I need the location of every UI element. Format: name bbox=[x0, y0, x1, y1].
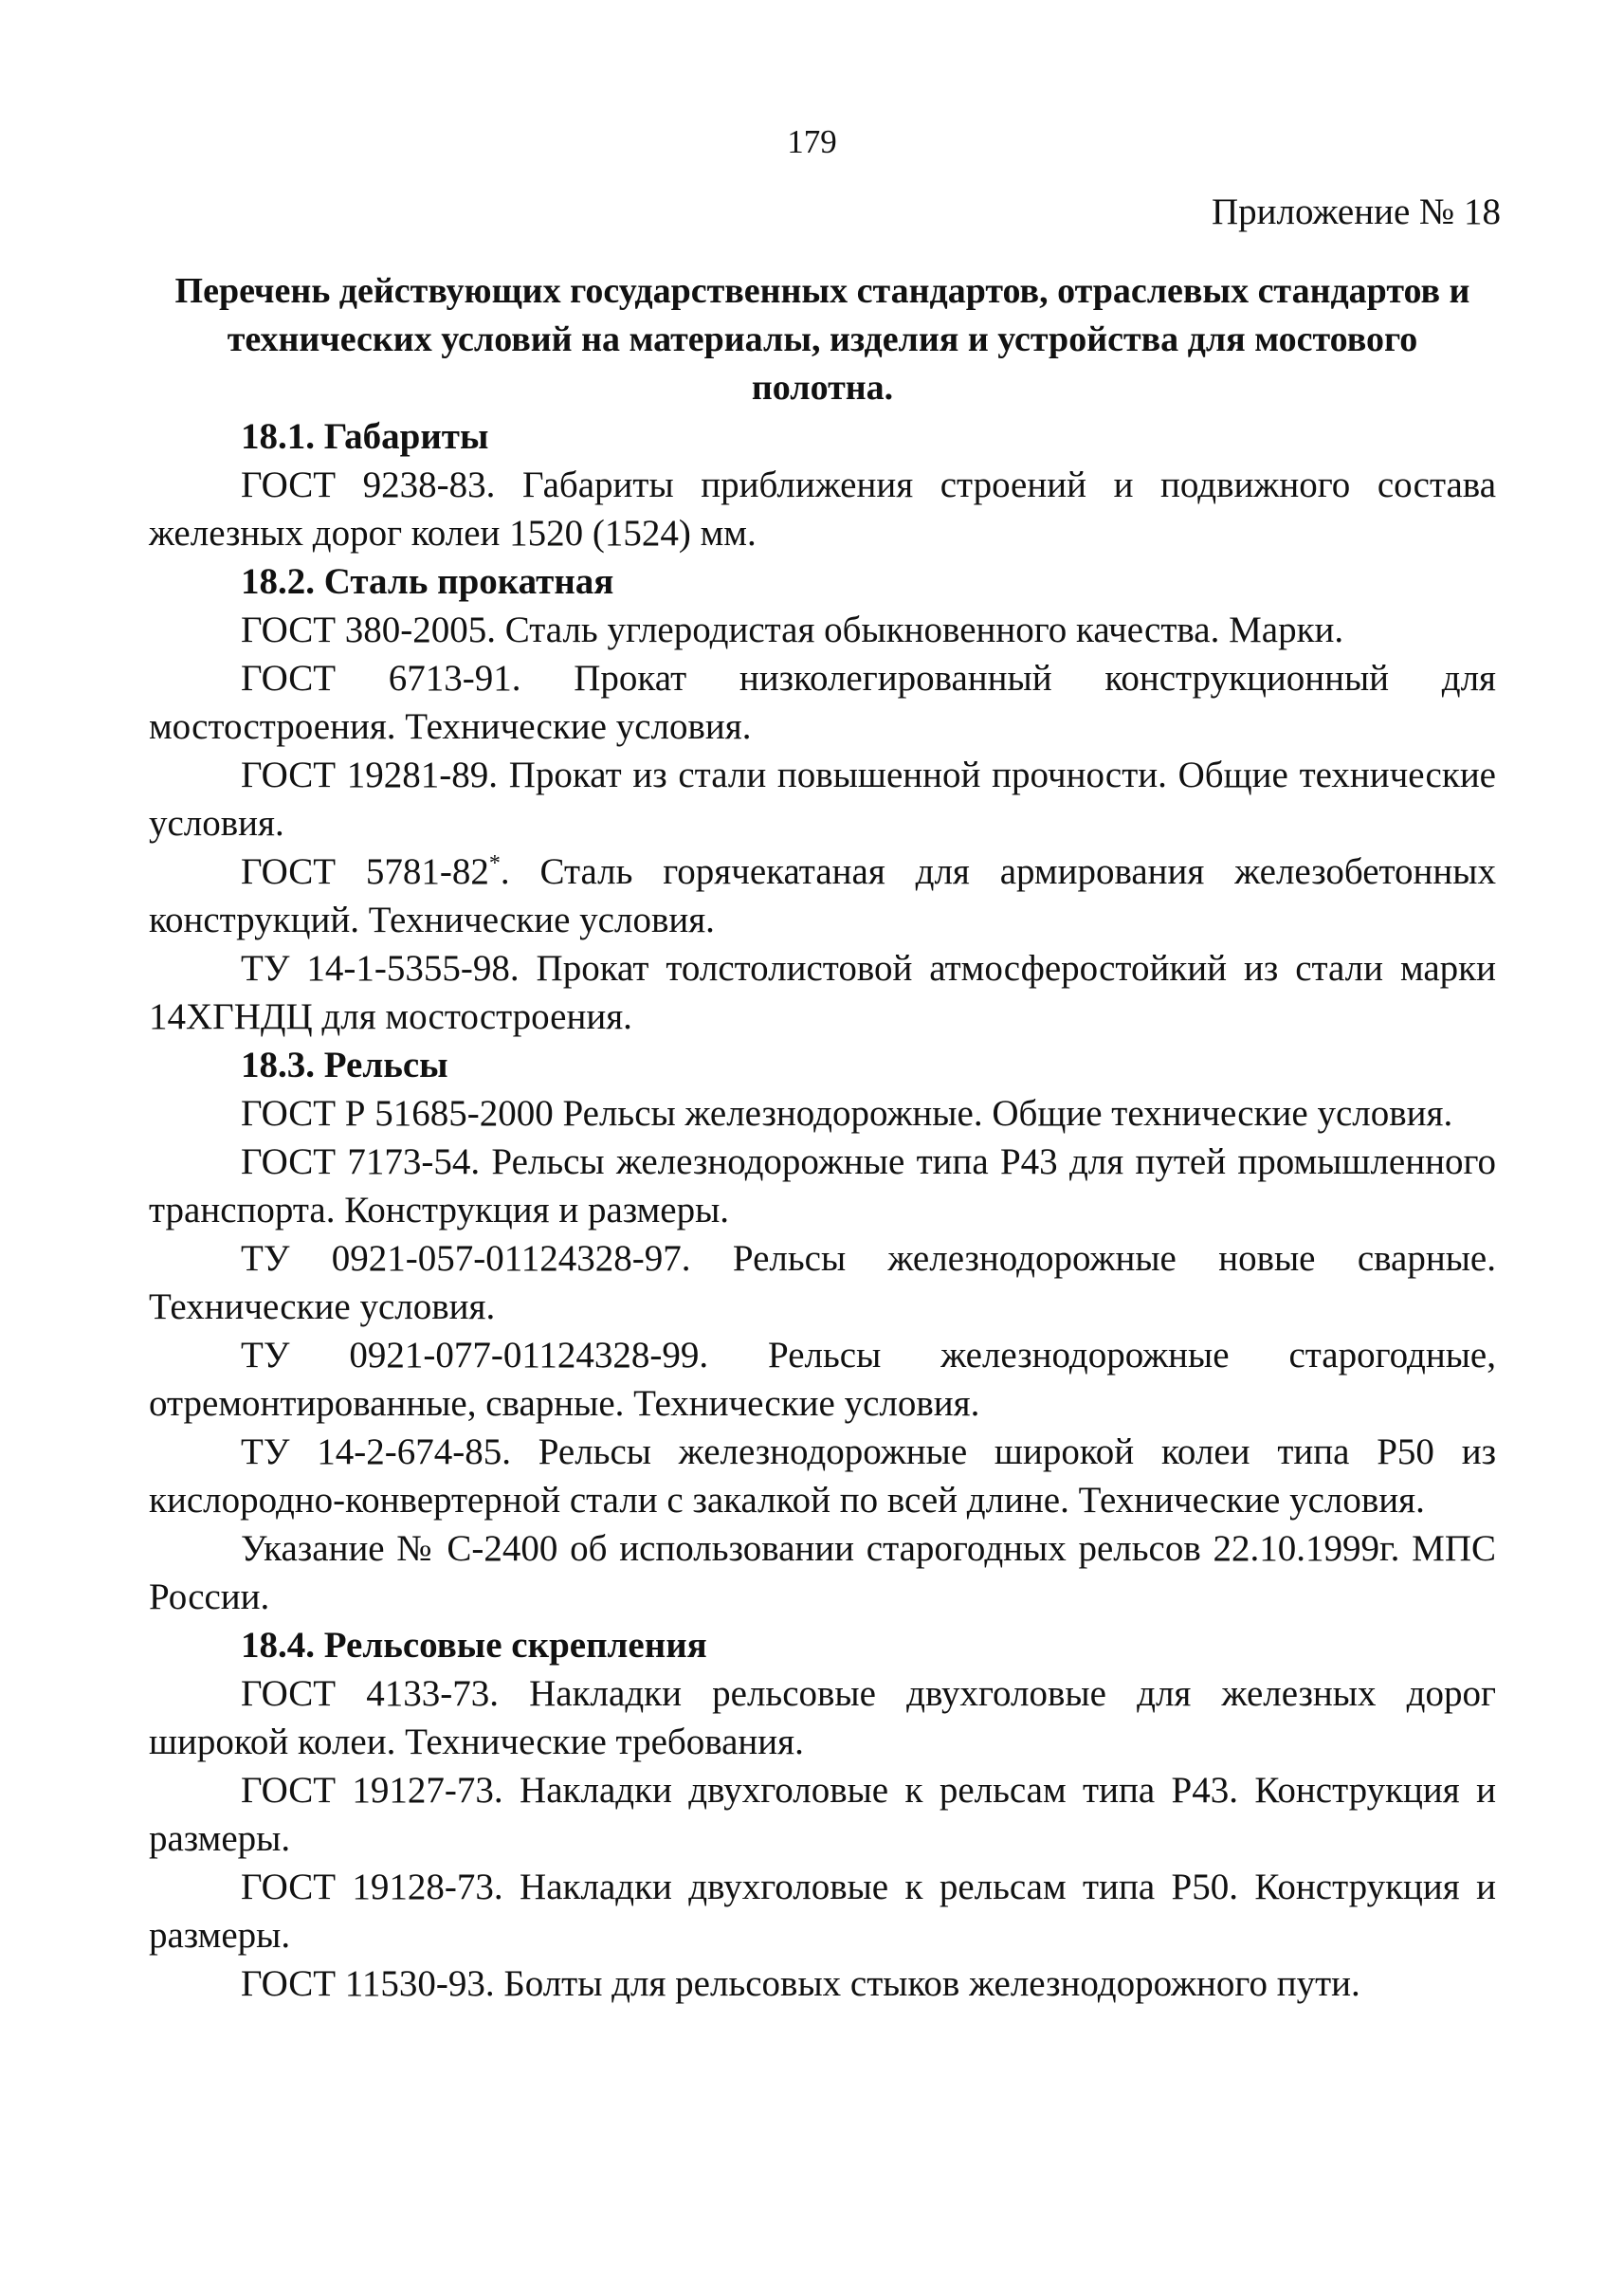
standard-entry: ГОСТ 4133-73. Накладки рельсовые двухголовые для железных дорог широкой колеи. Технические требования. bbox=[149, 1673, 1496, 1762]
standard-entry: ГОСТ 380-2005. Сталь углеродистая обыкновенного качества. Марки. bbox=[241, 610, 1344, 650]
standard-entry: ГОСТ 19281-89. Прокат из стали повышенной прочности. Общие технические условия. bbox=[149, 755, 1496, 844]
page-number: 179 bbox=[787, 123, 837, 160]
footnote-mark: * bbox=[488, 851, 501, 876]
appendix-label: Приложение № 18 bbox=[1211, 191, 1501, 232]
standard-entry: ГОСТ Р 51685-2000 Рельсы железнодорожные. Общие технические условия. bbox=[241, 1093, 1453, 1134]
section-heading: 18.1. Габариты bbox=[241, 416, 489, 457]
standard-entry: ГОСТ 7173-54. Рельсы железнодорожные типа Р43 для путей промышленного транспорта. Конструкция и размеры. bbox=[149, 1141, 1496, 1230]
standard-entry: ГОСТ 9238-83. Габариты приближения строений и подвижного состава железных дорог колеи 1520 (1524) мм. bbox=[149, 465, 1496, 554]
standard-entry: ТУ 0921-077-01124328-99. Рельсы железнодорожные старогодные, отремонтированные, сварные. Технические условия. bbox=[149, 1335, 1496, 1424]
standard-entry: Указание № С-2400 об использовании старогодных рельсов 22.10.1999г. МПС России. bbox=[149, 1528, 1496, 1617]
standard-entry: ГОСТ 19128-73. Накладки двухголовые к рельсам типа Р50. Конструкция и размеры. bbox=[149, 1867, 1496, 1956]
standard-entry: ГОСТ 19127-73. Накладки двухголовые к рельсам типа Р43. Конструкция и размеры. bbox=[149, 1770, 1496, 1859]
document-body bbox=[149, 267, 1496, 2008]
section-heading: 18.2. Сталь прокатная bbox=[241, 561, 614, 602]
standard-entry: ГОСТ 11530-93. Болты для рельсовых стыков железнодорожного пути. bbox=[241, 1963, 1360, 2004]
standard-entry: ТУ 14-1-5355-98. Прокат толстолистовой атмосферостойкий из стали марки 14ХГНДЦ для мостостроения. bbox=[149, 948, 1496, 1037]
section-heading: 18.3. Рельсы bbox=[241, 1045, 448, 1085]
section-heading: 18.4. Рельсовые скрепления bbox=[241, 1625, 707, 1666]
document-title: Перечень действующих государственных стандартов, отраслевых стандартов и технических условий на материалы, изделия и устройства для мостового полотна. bbox=[174, 271, 1470, 408]
standard-entry: ГОСТ 5781-82*. Сталь горячекатаная для армирования железобетонных конструкций. Технические условия. bbox=[149, 851, 1496, 940]
standard-entry: ТУ 14-2-674-85. Рельсы железнодорожные широкой колеи типа Р50 из кислородно-конвертерной стали с закалкой по всей длине. Технические условия. bbox=[149, 1431, 1496, 1521]
standard-entry: ТУ 0921-057-01124328-97. Рельсы железнодорожные новые сварные. Технические условия. bbox=[149, 1238, 1496, 1327]
standard-entry: ГОСТ 6713-91. Прокат низколегированный конструкционный для мостостроения. Технические условия. bbox=[149, 658, 1496, 747]
